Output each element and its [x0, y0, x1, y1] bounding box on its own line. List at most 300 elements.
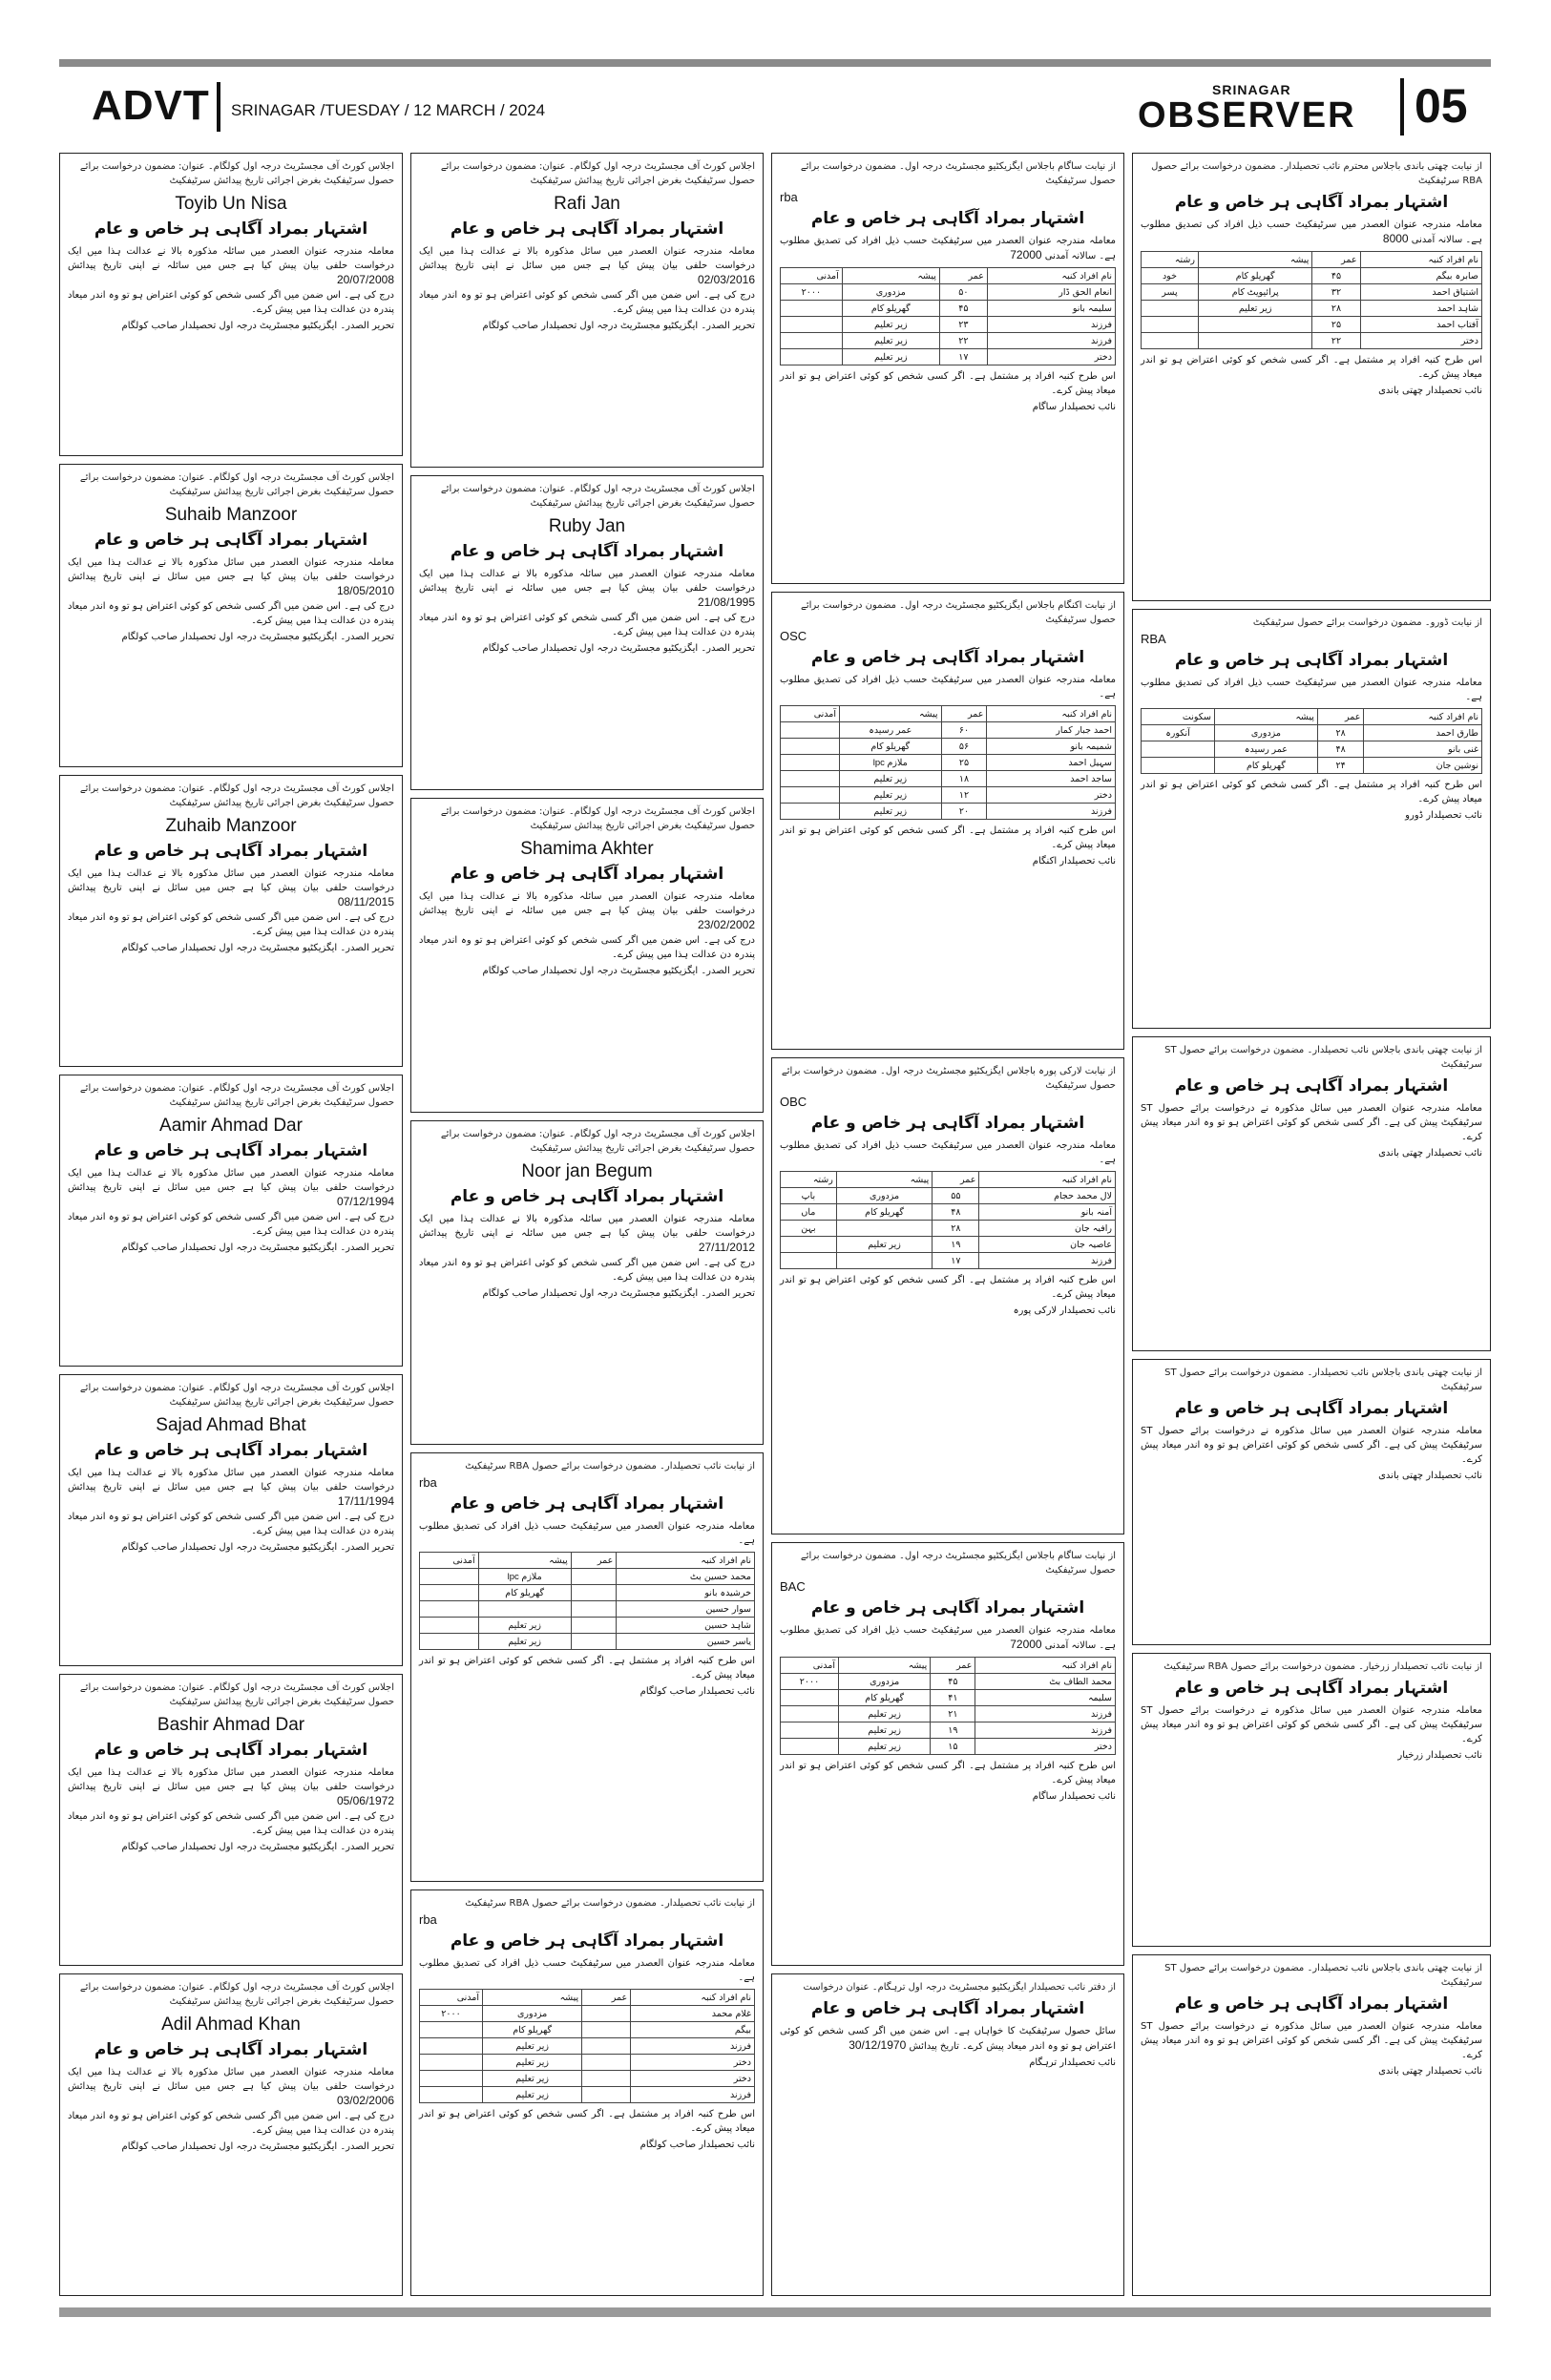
notice-box: [771, 1057, 1124, 1534]
table-header: عمر: [571, 1553, 617, 1569]
notice-title: اشتہار بمراد آگاہی ہر خاص و عام: [810, 209, 1085, 228]
table-row: [420, 2055, 755, 2071]
notice-box: [1132, 1036, 1491, 1351]
table-cell: [781, 349, 843, 365]
table-cell: [1142, 758, 1215, 774]
masthead-divider: [217, 82, 220, 132]
notice-title: اشتہار بمراد آگاہی ہر خاص و عام: [1174, 1399, 1449, 1418]
table-row: [781, 301, 1116, 317]
notice-title: اشتہار بمراد آگاہی ہر خاص و عام: [450, 1187, 724, 1206]
table-cell: ملازم lpc: [840, 755, 941, 771]
table-cell: [781, 755, 840, 771]
table-cell: زیر تعلیم: [483, 2038, 582, 2055]
notice-box: [59, 1374, 403, 1666]
notice-footer-text: درج کی ہے۔ اس ضمن میں اگر کسی شخص کو کوئی اعتراض ہو تو وہ اندر میعاد پندرہ دن عدالت ہذا میں پیش کرے۔: [419, 1258, 755, 1283]
notice-heading: اجلاس کورٹ آف مجسٹریٹ درجہ اول کولگام۔ عنوان: مضمون درخواست برائے حصول سرٹیفکیٹ بغرض اجرائی تاریخ پیدائش سرٹیفکیٹ: [440, 484, 755, 509]
table-cell: ۱۹: [931, 1722, 975, 1739]
table-row: [781, 755, 1116, 771]
notice-signature: تحریر الصدر۔ ایگزیکٹیو مجسٹریٹ درجہ اول تحصیلدار صاحب کولگام: [482, 1288, 755, 1299]
table-row: [781, 1237, 1116, 1253]
table-cell: ۲۰۰۰: [781, 284, 843, 301]
table-header: نام افراد کنبہ: [617, 1553, 755, 1569]
table-cell: ۲۸: [1317, 725, 1364, 741]
notice-signature: نائب تحصیلدار چھتی باندی: [1378, 1471, 1482, 1481]
applicant-name: Zuhaib Manzoor: [165, 816, 297, 836]
table-cell: زیر تعلیم: [839, 1706, 931, 1722]
notice-body-text: معاملہ مندرجہ عنوان العصدر میں سرٹیفکیٹ حسب ذیل افراد کی تصدیق مطلوب ہے۔: [419, 1958, 755, 1983]
notice-heading: از نیابت ڈورو۔ مضمون درخواست برائے حصول سرٹیفکیٹ: [1252, 617, 1482, 628]
notice-box: [771, 1973, 1124, 2296]
notice-box: [59, 153, 403, 456]
table-cell: فرزند: [975, 1722, 1116, 1739]
table-header: نام افراد کنبہ: [975, 1658, 1116, 1674]
table-header: آمدنی: [781, 706, 840, 722]
notice-body-text: سائل حصول سرٹیفکیٹ کا خواہاں ہے۔ اس ضمن میں اگر کسی شخص کو کوئی اعتراض ہو تو وہ اندر میعاد پیش کرے۔ تاریخ پیدائش: [780, 2026, 1116, 2052]
notice-body: [1141, 1703, 1482, 1746]
table-cell: [571, 1601, 617, 1618]
notice-footer-text: درج کی ہے۔ اس ضمن میں اگر کسی شخص کو کوئی اعتراض ہو تو وہ اندر میعاد پندرہ دن عدالت ہذا میں پیش کرے۔: [68, 601, 394, 626]
table-row: [420, 2022, 755, 2038]
table-cell: [781, 739, 840, 755]
applicant-name: Rafi Jan: [554, 194, 620, 214]
table-row: [781, 1739, 1116, 1755]
notice-body-text: معاملہ مندرجہ عنوان العصدر میں سرٹیفکیٹ حسب ذیل افراد کی تصدیق مطلوب ہے۔: [780, 1140, 1116, 1165]
notice-signature: نائب تحصیلدار ڈورو: [1405, 810, 1482, 821]
table-row: [1142, 268, 1482, 284]
table-header-row: [781, 1172, 1116, 1188]
table-cell: لال محمد حجام: [979, 1188, 1116, 1204]
table-header: عمر: [1312, 252, 1360, 268]
notice-box: [59, 1075, 403, 1367]
notice-box: [1132, 609, 1491, 1029]
notice-title: اشتہار بمراد آگاہی ہر خاص و عام: [810, 1999, 1085, 2018]
notice-body: [68, 1466, 394, 1510]
notice-title: اشتہار بمراد آگاہی ہر خاص و عام: [94, 842, 368, 861]
family-table: [780, 1657, 1116, 1755]
table-cell: زیر تعلیم: [483, 2087, 582, 2103]
certificate-tag: OSC: [780, 629, 807, 643]
notice-box: [410, 798, 764, 1113]
table-cell: زیر تعلیم: [842, 333, 939, 349]
notice-body-text: معاملہ مندرجہ عنوان العصدر میں سائل مذکورہ بالا نے عدالت ہذا میں ایک درخواست حلفی بیان پیش کیا ہے جس میں سائل نے اپنی تاریخ پیدائش: [68, 868, 394, 893]
notice-body-text: معاملہ مندرجہ عنوان العصدر میں سائلہ مذکورہ بالا نے عدالت ہذا میں ایک درخواست حلفی بیان پیش کیا ہے جس میں سائلہ نے اپنی تاریخ پیدائش: [68, 246, 394, 271]
table-cell: پسر: [1142, 284, 1199, 301]
table-cell: [781, 1690, 839, 1706]
table-cell: دختر: [987, 349, 1115, 365]
table-cell: فرزند: [975, 1706, 1116, 1722]
table-cell: [781, 722, 840, 739]
notice-signature: نائب تحصیلدار زرخیار: [1397, 1750, 1482, 1761]
notice-body-text: معاملہ مندرجہ عنوان العصدر میں سرٹیفکیٹ حسب ذیل افراد کی تصدیق مطلوب ہے۔: [419, 1521, 755, 1546]
notice-title: اشتہار بمراد آگاہی ہر خاص و عام: [1174, 1994, 1449, 2014]
table-cell: گھریلو کام: [842, 301, 939, 317]
applicant-name: Sajad Ahmad Bhat: [156, 1415, 306, 1435]
notice-heading: از نیابت چھتی باندی باجلاس نائب تحصیلدار۔ مضمون درخواست برائے حصول ST سرٹیفکیٹ: [1164, 1367, 1482, 1392]
notice-heading: از نیابت لارکی پورہ باجلاس ایگزیکٹیو مجسٹریٹ درجہ اول۔ مضمون درخواست برائے حصول سرٹیفکیٹ: [781, 1066, 1116, 1091]
notice-heading: از نیابت چھتی باندی باجلاس محترم نائب تحصیلدار۔ مضمون درخواست برائے حصول RBA سرٹیفکیٹ: [1151, 161, 1482, 186]
table-cell: [582, 2006, 631, 2022]
notice-heading: اجلاس کورٹ آف مجسٹریٹ درجہ اول کولگام۔ عنوان: مضمون درخواست برائے حصول سرٹیفکیٹ بغرض اجرائی تاریخ پیدائش سرٹیفکیٹ: [79, 1682, 394, 1707]
notice-body-text: معاملہ مندرجہ عنوان العصدر میں سائل مذکورہ بالا نے عدالت ہذا میں ایک درخواست حلفی بیان پیش کیا ہے جس میں سائل نے اپنی تاریخ پیدائش: [68, 1767, 394, 1792]
table-cell: [781, 1253, 837, 1269]
table-cell: [571, 1634, 617, 1650]
section-title: ADVT: [92, 82, 210, 129]
applicant-name: Shamima Akhter: [520, 839, 654, 859]
notice-body: [419, 1956, 755, 1985]
table-cell: ۴۵: [939, 301, 987, 317]
notice-box: [771, 592, 1124, 1050]
table-cell: دختر: [631, 2071, 755, 2087]
table-cell: زیر تعلیم: [839, 1722, 931, 1739]
masthead-divider: [1400, 78, 1404, 136]
table-cell: [582, 2038, 631, 2055]
table-cell: فرزند: [987, 333, 1115, 349]
notice-footer-text: درج کی ہے۔ اس ضمن میں اگر کسی شخص کو کوئی اعتراض ہو تو وہ اندر میعاد پندرہ دن عدالت ہذا میں پیش کرے۔: [419, 935, 755, 960]
birth-date: 05/06/1972: [336, 1794, 394, 1807]
table-cell: [478, 1601, 571, 1618]
table-cell: سوار حسین: [617, 1601, 755, 1618]
table-row: [1142, 317, 1482, 333]
certificate-tag: OBC: [780, 1095, 807, 1109]
table-row: [781, 739, 1116, 755]
table-cell: [1142, 333, 1199, 349]
notice-box: [410, 475, 764, 790]
notice-title: اشتہار بمراد آگاہی ہر خاص و عام: [450, 865, 724, 884]
table-cell: [781, 333, 843, 349]
table-cell: انعام الحق ڈار: [987, 284, 1115, 301]
table-header: عمر: [582, 1990, 631, 2006]
table-cell: ۵۰: [939, 284, 987, 301]
table-header-row: [420, 1553, 755, 1569]
notice-signature: نائب تحصیلدار صاحب کولگام: [639, 2140, 755, 2150]
table-cell: [781, 1706, 839, 1722]
notice-body: [780, 2024, 1116, 2054]
table-cell: آمنہ بانو: [979, 1204, 1116, 1221]
table-cell: [1198, 333, 1312, 349]
applicant-name: Ruby Jan: [548, 516, 626, 536]
table-cell: خود: [1142, 268, 1199, 284]
notice-signature: نائب تحصیلدار ترہگام: [1029, 2057, 1116, 2068]
table-cell: شمیمہ بانو: [987, 739, 1116, 755]
table-cell: زیر تعلیم: [836, 1237, 932, 1253]
table-cell: [582, 2087, 631, 2103]
table-header: نام افراد کنبہ: [631, 1990, 755, 2006]
table-row: [781, 333, 1116, 349]
notice-body: [419, 1519, 755, 1548]
table-row: [781, 1188, 1116, 1204]
table-cell: گھریلو کام: [1214, 758, 1317, 774]
notice-title: اشتہار بمراد آگاہی ہر خاص و عام: [810, 648, 1085, 667]
table-header-row: [781, 1658, 1116, 1674]
notice-title: اشتہار بمراد آگاہی ہر خاص و عام: [94, 1141, 368, 1160]
notice-heading: از نیابت ساگام باجلاس ایگزیکٹیو مجسٹریٹ درجہ اول۔ مضمون درخواست برائے حصول سرٹیفکیٹ: [800, 1551, 1116, 1576]
table-cell: ۴۸: [1317, 741, 1364, 758]
table-cell: ۲۲: [939, 333, 987, 349]
notice-signature: تحریر الصدر۔ ایگزیکٹیو مجسٹریٹ درجہ اول تحصیلدار صاحب کولگام: [121, 943, 394, 953]
notice-heading: از نیابت چھتی باندی باجلاس نائب تحصیلدار۔ مضمون درخواست برائے حصول ST سرٹیفکیٹ: [1164, 1045, 1482, 1070]
notice-heading: اجلاس کورٹ آف مجسٹریٹ درجہ اول کولگام۔ عنوان: مضمون درخواست برائے حصول سرٹیفکیٹ بغرض اجرائی تاریخ پیدائش سرٹیفکیٹ: [79, 1383, 394, 1408]
table-row: [781, 722, 1116, 739]
table-header: نام افراد کنبہ: [1364, 709, 1482, 725]
notice-body-text: معاملہ مندرجہ عنوان العصدر میں سائلہ مذکورہ بالا نے عدالت ہذا میں ایک درخواست حلفی بیان پیش کیا ہے جس میں سائلہ نے اپنی تاریخ پیدائش: [419, 1214, 755, 1239]
table-cell: [420, 1618, 479, 1634]
table-cell: دختر: [1360, 333, 1481, 349]
notice-body: [68, 866, 394, 910]
table-cell: [571, 1618, 617, 1634]
table-cell: [836, 1221, 932, 1237]
notice-body: [780, 234, 1116, 263]
table-row: [420, 2038, 755, 2055]
notice-title: اشتہار بمراد آگاہی ہر خاص و عام: [450, 542, 724, 561]
notice-box: [59, 1973, 403, 2296]
table-row: [420, 1601, 755, 1618]
table-row: [781, 317, 1116, 333]
birth-date: 30/12/1970: [849, 2038, 907, 2052]
notice-body: [419, 244, 755, 288]
notice-heading: اجلاس کورٹ آف مجسٹریٹ درجہ اول کولگام۔ عنوان: مضمون درخواست برائے حصول سرٹیفکیٹ بغرض اجرائی تاریخ پیدائش سرٹیفکیٹ: [440, 1129, 755, 1154]
table-cell: [781, 317, 843, 333]
table-cell: گھریلو کام: [840, 739, 941, 755]
birth-date: 07/12/1994: [336, 1195, 394, 1208]
notice-body-text: معاملہ مندرجہ عنوان العصدر میں سائل مذکورہ بالا نے عدالت ہذا میں ایک درخواست حلفی بیان پیش کیا ہے جس میں سائل نے اپنی تاریخ پیدائش: [68, 2067, 394, 2092]
table-cell: ۲۰۰۰: [420, 2006, 483, 2022]
table-row: [781, 1722, 1116, 1739]
notice-title: اشتہار بمراد آگاہی ہر خاص و عام: [1174, 651, 1449, 670]
notice-body: [68, 244, 394, 288]
table-cell: مزدوری: [842, 284, 939, 301]
birth-date: 23/02/2002: [697, 918, 755, 931]
notice-box: [59, 775, 403, 1067]
notice-body-text: معاملہ مندرجہ عنوان العصدر میں سرٹیفکیٹ حسب ذیل افراد کی تصدیق مطلوب ہے۔ سالانہ آمدنی: [780, 1625, 1116, 1651]
table-cell: ماں: [781, 1204, 837, 1221]
annual-income: 72000: [1010, 248, 1042, 261]
table-cell: شاہد احمد: [1360, 301, 1481, 317]
notice-body-text: معاملہ مندرجہ عنوان العصدر میں سائل مذکورہ نے درخواست برائے حصول ST سرٹیفکیٹ پیش کی ہے۔ اگر کسی شخص کو کوئی اعتراض ہو تو وہ اندر میعاد پیش کرے۔: [1141, 1426, 1482, 1465]
table-cell: ۱۲: [941, 787, 987, 804]
table-cell: [836, 1253, 932, 1269]
table-row: [1142, 741, 1482, 758]
table-cell: شاہد حسین: [617, 1618, 755, 1634]
top-rule: [59, 59, 1491, 67]
notice-footer-text: درج کی ہے۔ اس ضمن میں اگر کسی شخص کو کوئی اعتراض ہو تو وہ اندر میعاد پندرہ دن عدالت ہذا میں پیش کرے۔: [419, 613, 755, 637]
table-cell: [571, 1585, 617, 1601]
notice-body-text: معاملہ مندرجہ عنوان العصدر میں سائل مذکورہ نے درخواست برائے حصول ST سرٹیفکیٹ پیش کی ہے۔ اگر کسی شخص کو کوئی اعتراض ہو تو وہ اندر میعاد پیش کرے۔: [1141, 1705, 1482, 1744]
notice-signature: تحریر الصدر۔ ایگزیکٹیو مجسٹریٹ درجہ اول تحصیلدار صاحب کولگام: [121, 632, 394, 642]
table-cell: آفتاب احمد: [1360, 317, 1481, 333]
table-cell: گھریلو کام: [483, 2022, 582, 2038]
notice-body-text: معاملہ مندرجہ عنوان العصدر میں سائل مذکورہ بالا نے عدالت ہذا میں ایک درخواست حلفی بیان پیش کیا ہے جس میں سائل نے اپنی تاریخ پیدائش: [68, 557, 394, 582]
table-row: [420, 1569, 755, 1585]
notice-heading: از نیابت نائب تحصیلدار زرخیار۔ مضمون درخواست برائے حصول RBA سرٹیفکیٹ: [1163, 1661, 1482, 1672]
table-cell: سہیل احمد: [987, 755, 1116, 771]
notice-heading: از نیابت نائب تحصیلدار۔ مضمون درخواست برائے حصول RBA سرٹیفکیٹ: [465, 1898, 755, 1909]
table-cell: مزدوری: [1214, 725, 1317, 741]
table-cell: ۴۵: [1312, 268, 1360, 284]
table-row: [781, 284, 1116, 301]
notice-signature: نائب تحصیلدار لارکی پورہ: [1013, 1305, 1116, 1316]
table-header: پیشہ: [1214, 709, 1317, 725]
table-header: عمر: [939, 268, 987, 284]
birth-date: 21/08/1995: [697, 595, 755, 609]
table-cell: زیر تعلیم: [842, 317, 939, 333]
table-cell: [420, 2038, 483, 2055]
notice-body: [1141, 676, 1482, 704]
table-cell: فرزند: [631, 2087, 755, 2103]
table-header: عمر: [1317, 709, 1364, 725]
table-header: آمدنی: [420, 1990, 483, 2006]
table-cell: مزدوری: [836, 1188, 932, 1204]
table-cell: عاصیہ جان: [979, 1237, 1116, 1253]
family-table: [1141, 708, 1482, 774]
table-row: [781, 1221, 1116, 1237]
table-row: [781, 349, 1116, 365]
table-row: [1142, 333, 1482, 349]
table-cell: ۲۸: [1312, 301, 1360, 317]
notice-box: [1132, 1359, 1491, 1645]
birth-date: 20/07/2008: [336, 273, 394, 286]
table-cell: [420, 1585, 479, 1601]
table-cell: ۱۷: [939, 349, 987, 365]
table-cell: پرائیویٹ کام: [1198, 284, 1312, 301]
table-cell: ساجد احمد: [987, 771, 1116, 787]
notice-signature: تحریر الصدر۔ ایگزیکٹیو مجسٹریٹ درجہ اول تحصیلدار صاحب کولگام: [121, 1842, 394, 1852]
notice-box: [410, 1120, 764, 1445]
table-cell: عمر رسیدہ: [840, 722, 941, 739]
table-header: نام افراد کنبہ: [979, 1172, 1116, 1188]
table-header: رشتہ: [781, 1172, 837, 1188]
notice-heading: از نیابت نائب تحصیلدار۔ مضمون درخواست برائے حصول RBA سرٹیفکیٹ: [465, 1461, 755, 1472]
table-cell: نوشین جان: [1364, 758, 1482, 774]
notice-box: [1132, 153, 1491, 601]
family-table: [419, 1552, 755, 1650]
notice-body-text: معاملہ مندرجہ عنوان العصدر میں سائلہ مذکورہ بالا نے عدالت ہذا میں ایک درخواست حلفی بیان پیش کیا ہے جس میں سائلہ نے اپنی تاریخ پیدائش: [419, 569, 755, 594]
table-cell: ۱۷: [933, 1253, 979, 1269]
table-header-row: [420, 1990, 755, 2006]
notice-box: [771, 1542, 1124, 1966]
table-cell: رافیہ جان: [979, 1221, 1116, 1237]
notice-signature: تحریر الصدر۔ ایگزیکٹیو مجسٹریٹ درجہ اول تحصیلدار صاحب کولگام: [121, 1542, 394, 1553]
table-cell: [582, 2071, 631, 2087]
table-cell: زیر تعلیم: [839, 1739, 931, 1755]
notice-body-text: معاملہ مندرجہ عنوان العصدر میں سائل مذکورہ نے درخواست برائے حصول ST سرٹیفکیٹ پیش کی ہے۔ اگر کسی شخص کو کوئی اعتراض ہو تو وہ اندر میعاد پیش کرے۔: [1141, 2021, 1482, 2060]
table-cell: ملازم lpc: [478, 1569, 571, 1585]
table-header: آمدنی: [420, 1553, 479, 1569]
table-header-row: [1142, 252, 1482, 268]
notice-body: [780, 673, 1116, 701]
table-cell: [420, 2071, 483, 2087]
table-cell: [420, 1601, 479, 1618]
table-header-row: [1142, 709, 1482, 725]
table-row: [420, 1618, 755, 1634]
notice-footer-text: اس طرح کنبہ افراد پر مشتمل ہے۔ اگر کسی شخص کو کوئی اعتراض ہو تو اندر میعاد پیش کرے۔: [780, 1275, 1116, 1300]
notice-title: اشتہار بمراد آگاہی ہر خاص و عام: [94, 531, 368, 550]
table-row: [420, 1585, 755, 1601]
table-cell: ۱۵: [931, 1739, 975, 1755]
table-cell: ۴۸: [933, 1204, 979, 1221]
table-cell: [571, 1569, 617, 1585]
table-cell: زیر تعلیم: [483, 2055, 582, 2071]
table-header: نام افراد کنبہ: [987, 706, 1116, 722]
table-cell: زیر تعلیم: [842, 349, 939, 365]
notice-footer-text: اس طرح کنبہ افراد پر مشتمل ہے۔ اگر کسی شخص کو کوئی اعتراض ہو تو اندر میعاد پیش کرے۔: [1141, 780, 1482, 804]
table-cell: صابرہ بیگم: [1360, 268, 1481, 284]
paper-city: SRINAGAR: [1212, 82, 1291, 97]
notice-box: [59, 464, 403, 767]
table-header: پیشہ: [836, 1172, 932, 1188]
applicant-name: Suhaib Manzoor: [164, 505, 298, 525]
notice-body-text: معاملہ مندرجہ عنوان العصدر میں سرٹیفکیٹ حسب ذیل افراد کی تصدیق مطلوب ہے۔: [1141, 678, 1482, 702]
birth-date: 18/05/2010: [336, 584, 394, 597]
birth-date: 08/11/2015: [337, 895, 394, 908]
table-cell: زیر تعلیم: [478, 1618, 571, 1634]
table-header: پیشہ: [840, 706, 941, 722]
notice-title: اشتہار بمراد آگاہی ہر خاص و عام: [1174, 1679, 1449, 1698]
table-cell: ۲۵: [941, 755, 987, 771]
notice-signature: تحریر الصدر۔ ایگزیکٹیو مجسٹریٹ درجہ اول تحصیلدار صاحب کولگام: [121, 2141, 394, 2152]
table-cell: فرزند: [987, 317, 1115, 333]
notice-title: اشتہار بمراد آگاہی ہر خاص و عام: [94, 1441, 368, 1460]
notice-body-text: معاملہ مندرجہ عنوان العصدر میں سرٹیفکیٹ حسب ذیل افراد کی تصدیق مطلوب ہے۔ سالانہ آمدنی: [780, 236, 1116, 261]
notice-title: اشتہار بمراد آگاہی ہر خاص و عام: [810, 1598, 1085, 1618]
table-cell: گھریلو کام: [1198, 268, 1312, 284]
notice-body: [780, 1138, 1116, 1167]
notice-signature: نائب تحصیلدار ساگام: [1032, 402, 1116, 412]
notice-heading: از دفتر نائب تحصیلدار ایگزیکٹیو مجسٹریٹ درجہ اول ترہگام۔ عنوان درخواست: [803, 1982, 1116, 1993]
table-row: [781, 787, 1116, 804]
table-cell: بیگم: [631, 2022, 755, 2038]
bottom-rule: [59, 2307, 1491, 2317]
notice-footer-text: درج کی ہے۔ اس ضمن میں اگر کسی شخص کو کوئی اعتراض ہو تو وہ اندر میعاد پندرہ دن عدالت ہذا میں پیش کرے۔: [419, 290, 755, 315]
notice-footer-text: درج کی ہے۔ اس ضمن میں اگر کسی شخص کو کوئی اعتراض ہو تو وہ اندر میعاد پندرہ دن عدالت ہذا میں پیش کرے۔: [68, 1512, 394, 1536]
notice-footer-text: اس طرح کنبہ افراد پر مشتمل ہے۔ اگر کسی شخص کو کوئی اعتراض ہو تو اندر میعاد پیش کرے۔: [419, 2109, 755, 2134]
notice-title: اشتہار بمراد آگاہی ہر خاص و عام: [450, 1931, 724, 1951]
table-cell: ۲۸: [933, 1221, 979, 1237]
table-cell: ۲۰: [941, 804, 987, 820]
notice-body: [1141, 2019, 1482, 2062]
table-row: [420, 2006, 755, 2022]
table-cell: دختر: [631, 2055, 755, 2071]
applicant-name: Noor jan Begum: [521, 1161, 653, 1181]
notice-signature: نائب تحصیلدار چھتی باندی: [1378, 1148, 1482, 1159]
table-cell: محمد الطاف بٹ: [975, 1674, 1116, 1690]
notice-heading: اجلاس کورٹ آف مجسٹریٹ درجہ اول کولگام۔ عنوان: مضمون درخواست برائے حصول سرٹیفکیٹ بغرض اجرائی تاریخ پیدائش سرٹیفکیٹ: [440, 161, 755, 186]
table-cell: زیر تعلیم: [840, 804, 941, 820]
notice-title: اشتہار بمراد آگاہی ہر خاص و عام: [450, 219, 724, 239]
notice-body: [780, 1623, 1116, 1653]
table-cell: [420, 2022, 483, 2038]
notice-signature: نائب تحصیلدار صاحب کولگام: [639, 1686, 755, 1697]
notice-body: [68, 2065, 394, 2109]
table-row: [781, 804, 1116, 820]
table-cell: سلیمہ بانو: [987, 301, 1115, 317]
notice-title: اشتہار بمراد آگاہی ہر خاص و عام: [1174, 193, 1449, 212]
table-row: [781, 1204, 1116, 1221]
table-cell: ۴۵: [931, 1674, 975, 1690]
annual-income: 8000: [1382, 232, 1409, 245]
table-cell: سلیمہ: [975, 1690, 1116, 1706]
notice-box: [410, 1452, 764, 1882]
table-cell: گھریلو کام: [839, 1690, 931, 1706]
family-table: [419, 1989, 755, 2103]
notice-footer-text: اس طرح کنبہ افراد پر مشتمل ہے۔ اگر کسی شخص کو کوئی اعتراض ہو تو اندر میعاد پیش کرے۔: [780, 1761, 1116, 1785]
certificate-tag: BAC: [780, 1579, 806, 1594]
table-cell: محمد حسین بٹ: [617, 1569, 755, 1585]
table-cell: گھریلو کام: [478, 1585, 571, 1601]
table-header: پیشہ: [1198, 252, 1312, 268]
notice-footer-text: اس طرح کنبہ افراد پر مشتمل ہے۔ اگر کسی شخص کو کوئی اعتراض ہو تو اندر میعاد پیش کرے۔: [780, 371, 1116, 396]
table-cell: دختر: [987, 787, 1116, 804]
notice-body: [68, 1166, 394, 1210]
